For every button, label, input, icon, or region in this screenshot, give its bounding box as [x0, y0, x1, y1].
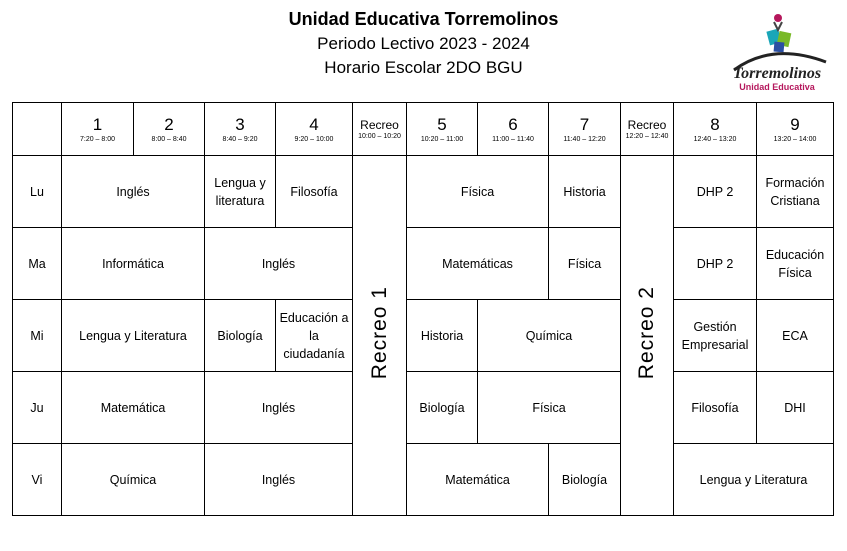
period-subtitle: Periodo Lectivo 2023 - 2024: [317, 34, 530, 53]
day-row-miercoles: [13, 300, 834, 372]
subject-cell: Física: [478, 372, 621, 444]
subject-cell: Lengua y Literatura: [62, 300, 205, 372]
subject-cell: Educación a la ciudadanía: [276, 300, 353, 372]
schedule-table: [12, 102, 834, 516]
subject-cell: Lengua y Literatura: [674, 444, 834, 516]
day-label: Mi: [13, 300, 62, 372]
subject-cell: Filosofía: [674, 372, 757, 444]
subject-cell: Biología: [205, 300, 276, 372]
period-header: 5 10:20 – 11:00: [407, 103, 478, 156]
subject-cell: DHP 2: [674, 156, 757, 228]
subject-cell: Biología: [549, 444, 621, 516]
subject-cell: Lengua y literatura: [205, 156, 276, 228]
recess-1-cell: [353, 156, 407, 516]
recess-2-label: Recreo 2: [635, 286, 658, 380]
period-header: 1 7:20 – 8:00: [62, 103, 134, 156]
schedule-subtitle: Horario Escolar 2DO BGU: [324, 58, 523, 77]
day-row-viernes: [13, 444, 834, 516]
corner-cell: [13, 103, 62, 156]
document-header: [0, 6, 847, 80]
day-row-jueves: [13, 372, 834, 444]
recess-2-cell: [621, 156, 674, 516]
period-header: 4 9:20 – 10:00: [276, 103, 353, 156]
subject-cell: Química: [478, 300, 621, 372]
day-label: Ju: [13, 372, 62, 444]
subject-cell: Física: [549, 228, 621, 300]
day-label: Lu: [13, 156, 62, 228]
day-label: Vi: [13, 444, 62, 516]
subject-cell: Biología: [407, 372, 478, 444]
period-header: 8 12:40 – 13:20: [674, 103, 757, 156]
logo-wordmark: Torremolinos: [732, 65, 822, 82]
subject-cell: DHP 2: [674, 228, 757, 300]
school-logo: [722, 12, 840, 92]
subject-cell: Inglés: [62, 156, 205, 228]
header-row: [13, 103, 834, 156]
subject-cell: Historia: [549, 156, 621, 228]
subject-cell: Formación Cristiana: [757, 156, 834, 228]
logo-subtext: Unidad Educativa: [739, 82, 815, 92]
subject-cell: Informática: [62, 228, 205, 300]
subject-cell: Inglés: [205, 444, 353, 516]
period-header: 7 11:40 – 12:20: [549, 103, 621, 156]
day-label: Ma: [13, 228, 62, 300]
subject-cell: Química: [62, 444, 205, 516]
subject-cell: DHI: [757, 372, 834, 444]
period-header: 6 11:00 – 11:40: [478, 103, 549, 156]
subject-cell: Historia: [407, 300, 478, 372]
recess-1-label: Recreo 1: [367, 286, 391, 380]
recess-header: Recreo 10:00 – 10:20: [353, 103, 407, 156]
day-row-martes: [13, 228, 834, 300]
subject-cell: Educación Física: [757, 228, 834, 300]
subject-cell: ECA: [757, 300, 834, 372]
subject-cell: Inglés: [205, 372, 353, 444]
school-title: Unidad Educativa Torremolinos: [288, 9, 559, 29]
subject-cell: Filosofía: [276, 156, 353, 228]
period-header: 3 8:40 – 9:20: [205, 103, 276, 156]
subject-cell: Inglés: [205, 228, 353, 300]
subject-cell: Física: [407, 156, 549, 228]
subject-cell: Gestión Empresarial: [674, 300, 757, 372]
day-row-lunes: [13, 156, 834, 228]
period-header: 9 13:20 – 14:00: [757, 103, 834, 156]
recess-header: Recreo 12:20 – 12:40: [621, 103, 674, 156]
subject-cell: Matemática: [407, 444, 549, 516]
period-header: 2 8:00 – 8:40: [134, 103, 205, 156]
subject-cell: Matemáticas: [407, 228, 549, 300]
subject-cell: Matemática: [62, 372, 205, 444]
